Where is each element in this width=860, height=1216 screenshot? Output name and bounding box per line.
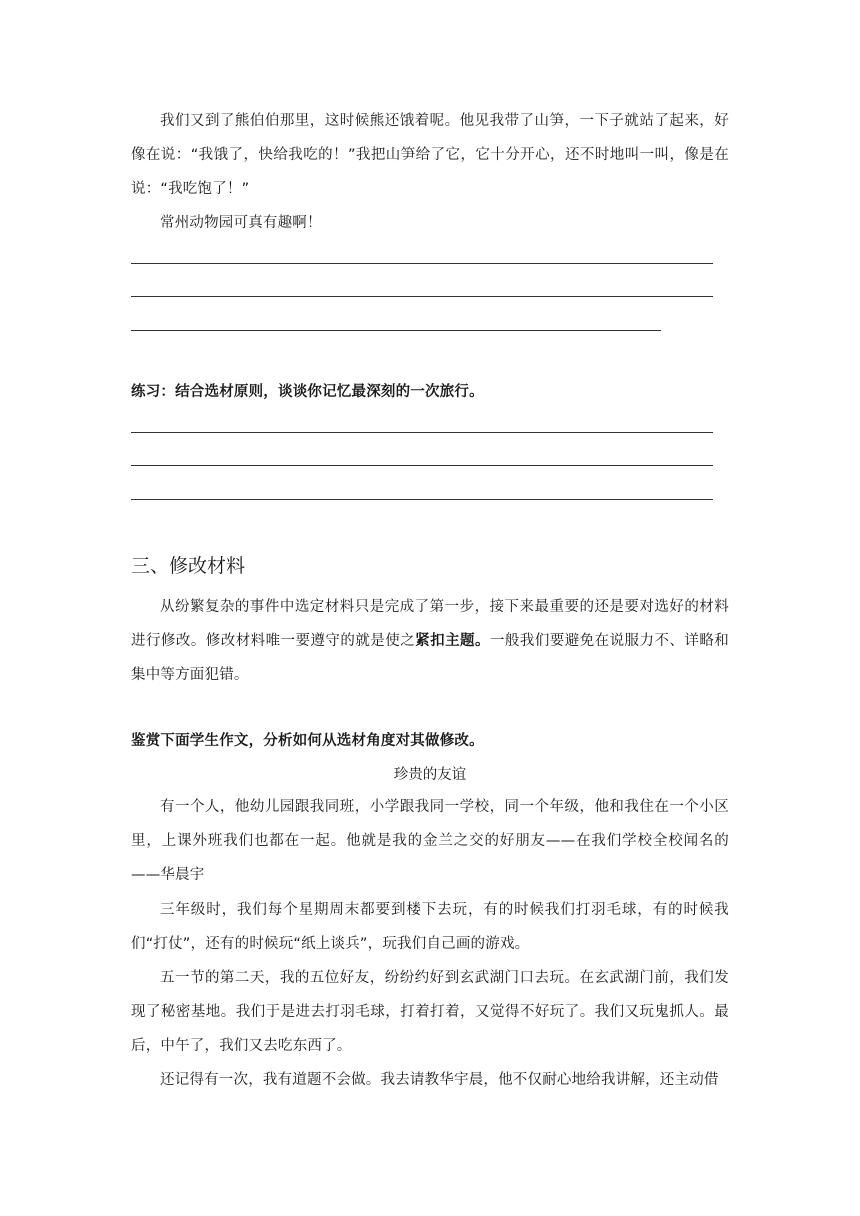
essay-paragraph-3: 五一节的第二天，我的五位好友，纷纷约好到玄武湖门口去玩。在玄武湖门前，我们发现了秘密基地。我们于是进去打羽毛球，打着打着，又觉得不好玩了。我们又玩鬼抓人。最后，中午了，我们又去吃东西了。 bbox=[131, 970, 729, 1054]
modify-text-after: 一般我们要避免在说服力不、详略和集中等方面犯错。 bbox=[131, 633, 729, 683]
answer-line-6 bbox=[131, 499, 713, 500]
answer-line-1 bbox=[131, 263, 713, 264]
answer-line-4 bbox=[131, 432, 713, 433]
section-heading: 三、修改材料 bbox=[131, 555, 246, 577]
essay-title: 珍贵的友谊 bbox=[393, 767, 467, 783]
answer-line-5 bbox=[131, 465, 713, 466]
appreciate-prompt: 鉴赏下面学生作文，分析如何从选材角度对其做修改。 bbox=[131, 733, 484, 749]
paragraph-modify bbox=[131, 590, 729, 692]
answer-line-3 bbox=[131, 330, 661, 331]
essay-paragraph-1: 有一个人，他幼儿园跟我同班，小学跟我同一学校，同一个年级，他和我住在一个小区里，上课外班我们也都在一起。他就是我的金兰之交的好朋友——在我们学校全校闻名的——华晨宇 bbox=[131, 799, 729, 883]
modify-text-bold: 紧扣主题。 bbox=[415, 633, 490, 649]
answer-line-2 bbox=[131, 296, 713, 297]
exercise-prompt: 练习：结合选材原则，谈谈你记忆最深刻的一次旅行。 bbox=[131, 384, 484, 400]
modify-text-before: 从纷繁复杂的事件中选定材料只是完成了第一步，接下来最重要的还是要对选好的材料进行修改。修改材料唯一要遵守的就是使之 bbox=[131, 599, 729, 649]
essay-paragraph-4: 还记得有一次，我有道题不会做。我去请教华宇晨，他不仅耐心地给我讲解，还主动借 bbox=[160, 1072, 719, 1088]
paragraph-bear: 我们又到了熊伯伯那里，这时候熊还饿着呢。他见我带了山笋，一下子就站了起来，好像在说：“我饿了，快给我吃的！”我把山笋给了它，它十分开心，还不时地叫一叫，像是在说：“我吃饱了！” bbox=[131, 113, 729, 197]
essay-paragraph-2: 三年级时，我们每个星期周末都要到楼下去玩，有的时候我们打羽毛球，有的时候我们“打仗”，还有的时候玩“纸上谈兵”，玩我们自己画的游戏。 bbox=[131, 902, 729, 952]
paragraph-zoo: 常州动物园可真有趣啊！ bbox=[160, 215, 322, 231]
